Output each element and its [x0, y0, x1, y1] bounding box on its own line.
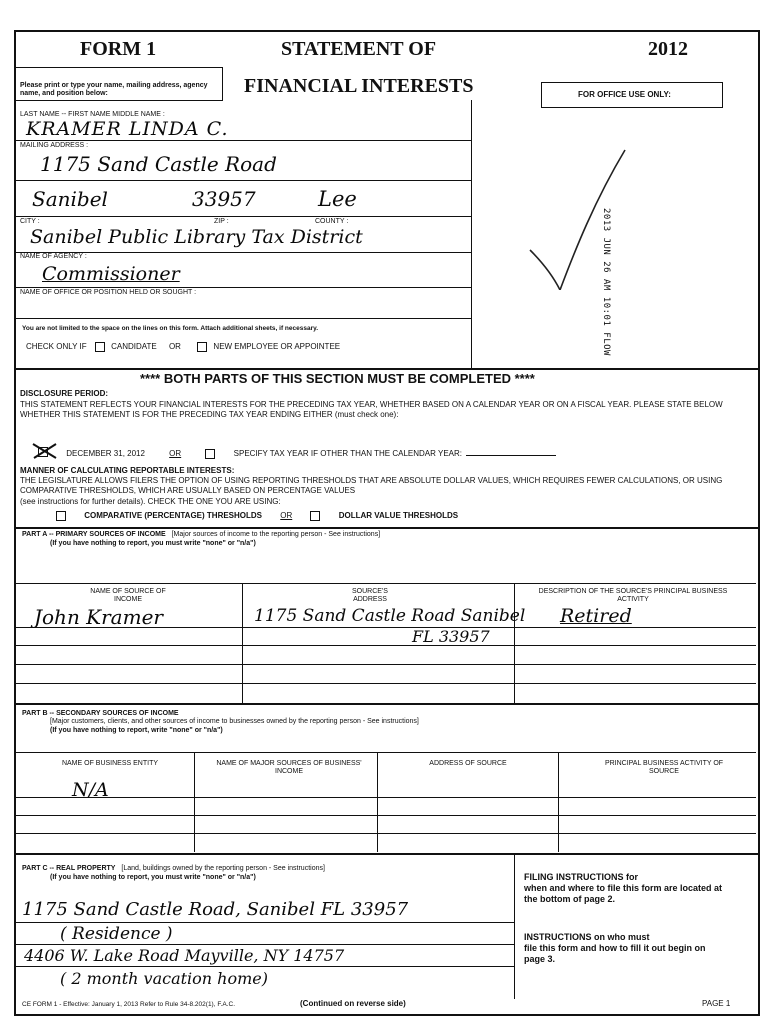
- dec31-label: DECEMBER 31, 2012: [66, 449, 145, 458]
- part-b-col2: NAME OF MAJOR SOURCES OF BUSINESS' INCOME: [216, 760, 362, 775]
- part-b-col4: PRINCIPAL BUSINESS ACTIVITY OF SOURCE: [604, 760, 724, 775]
- part-c-header: [22, 865, 325, 873]
- part-c-line3: 4406 W. Lake Road Mayville, NY 14757: [24, 946, 345, 965]
- print-instruction: Please print or type your name, mailing address, agency name, and position below:: [20, 82, 208, 97]
- part-c-title-note: [Land, buildings owned by the reporting person - See instructions]: [121, 865, 325, 872]
- dollar-checkbox[interactable]: [310, 511, 320, 521]
- zip-label: ZIP :: [214, 218, 229, 225]
- footer-center: (Continued on reverse side): [300, 999, 406, 1008]
- new-employee-label: NEW EMPLOYEE OR APPOINTEE: [213, 342, 341, 352]
- threshold-options: [56, 511, 746, 521]
- part-c-line1: 1175 Sand Castle Road, Sanibel FL 33957: [22, 899, 409, 920]
- county-label: COUNTY :: [315, 218, 349, 225]
- office-use-label: FOR OFFICE USE ONLY:: [578, 90, 671, 99]
- part-a-row1-address: 1175 Sand Castle Road Sanibel: [254, 606, 526, 626]
- check-only-row: [26, 342, 340, 352]
- manner-note: (see instructions for further details). CHECK THE ONE YOU ARE USING:: [20, 497, 281, 506]
- city-value: Sanibel: [32, 187, 108, 211]
- city-label: CITY :: [20, 218, 40, 225]
- dec31-checkbox[interactable]: [34, 446, 56, 456]
- disclosure-options: [34, 446, 754, 459]
- agency-value: Sanibel Public Library Tax District: [30, 226, 363, 248]
- part-b-row1: N/A: [72, 779, 109, 801]
- manner-text: THE LEGISLATURE ALLOWS FILERS THE OPTION OF USING REPORTING THRESHOLDS THAT ARE ABSOLUTE DOLLAR VALUES, WHICH REQUIRES FEWER CALCULATIONS, OR USING COMPARATIVE THRESHOLDS, WHICH ARE USUALLY BASED ON PERCENTAGE VALUES: [20, 476, 723, 495]
- part-a-subnote: (If you have nothing to report, you must write "none" or "n/a"): [50, 540, 256, 547]
- part-a-title-note: [Major sources of income to the reporting person - See instructions]: [171, 531, 381, 538]
- manner-label: MANNER OF CALCULATING REPORTABLE INTERESTS:: [20, 466, 235, 475]
- instructions-title: INSTRUCTIONS on who must: [524, 932, 650, 942]
- footer-page: PAGE 1: [702, 999, 731, 1008]
- zip-value: 33957: [192, 187, 256, 211]
- check-only-label: CHECK ONLY IF: [26, 342, 87, 352]
- new-employee-checkbox[interactable]: [197, 342, 207, 352]
- instructions-text: file this form and how to fill it out begin on page 3.: [524, 943, 706, 964]
- checkmark-icon: [520, 140, 630, 290]
- disclosure-label: DISCLOSURE PERIOD:: [20, 389, 109, 398]
- part-a-col3: DESCRIPTION OF THE SOURCE'S PRINCIPAL BUSINESS ACTIVITY: [538, 588, 728, 603]
- specify-label: SPECIFY TAX YEAR IF OTHER THAN THE CALENDAR YEAR:: [233, 449, 462, 458]
- candidate-label: CANDIDATE: [111, 342, 157, 352]
- dollar-label: DOLLAR VALUE THRESHOLDS: [338, 511, 459, 521]
- part-b-col3: ADDRESS OF SOURCE: [429, 760, 507, 767]
- part-c-subnote: (If you have nothing to report, you must write "none" or "n/a"): [50, 874, 256, 881]
- part-c-line2: ( Residence ): [60, 924, 173, 944]
- title-line1: STATEMENT OF: [281, 38, 437, 60]
- or-label: OR: [168, 342, 181, 352]
- name-value: KRAMER LINDA C.: [26, 118, 229, 140]
- name-label: LAST NAME -- FIRST NAME MIDDLE NAME :: [20, 111, 165, 118]
- filing-instructions-title: FILING INSTRUCTIONS for: [524, 872, 638, 882]
- part-a-col1: NAME OF SOURCE OF INCOME: [90, 588, 166, 603]
- agency-label: NAME OF AGENCY :: [20, 253, 87, 260]
- part-b-note2: (If you have nothing to report, write "none" or "n/a"): [50, 727, 223, 734]
- part-a-header: [22, 531, 380, 539]
- space-note: You are not limited to the space on the lines on this form. Attach additional sheets, if necessary.: [22, 325, 319, 332]
- position-label: NAME OF OFFICE OR POSITION HELD OR SOUGHT :: [20, 289, 197, 296]
- both-parts-heading: **** BOTH PARTS OF THIS SECTION MUST BE COMPLETED ****: [140, 371, 535, 386]
- footer-left: CE FORM 1 - Effective: January 1, 2013 Refer to Rule 34-8.202(1), F.A.C.: [22, 1001, 236, 1008]
- county-value: Lee: [318, 187, 357, 211]
- specify-line[interactable]: [466, 447, 556, 456]
- disclosure-text: THIS STATEMENT REFLECTS YOUR FINANCIAL INTERESTS FOR THE PRECEDING TAX YEAR, WHETHER BASED ON A CALENDAR YEAR OR ON A FISCAL YEAR. PLEASE STATE BELOW WHETHER THIS STATEMENT IS FOR THE PRECEDING TAX YEAR ENDING EITHER (must check one):: [20, 400, 723, 419]
- or-underlined: OR: [169, 449, 182, 458]
- mailing-value: 1175 Sand Castle Road: [40, 152, 277, 176]
- part-a-row1-address2: FL 33957: [412, 627, 490, 646]
- received-stamp: 2013 JUN 26 AM 10:01 FLOW: [601, 208, 611, 356]
- form-year: 2012: [648, 38, 688, 60]
- mailing-label: MAILING ADDRESS :: [20, 142, 89, 149]
- part-c-line4: ( 2 month vacation home): [60, 969, 268, 988]
- part-b-note1: [Major customers, clients, and other sources of income to businesses owned by the reporting person - See instructions]: [50, 718, 419, 725]
- position-value: Commissioner: [42, 263, 180, 285]
- part-b-title: PART B -- SECONDARY SOURCES OF INCOME: [22, 710, 179, 717]
- comparative-label: COMPARATIVE (PERCENTAGE) THRESHOLDS: [84, 511, 263, 521]
- comparative-checkbox[interactable]: [56, 511, 66, 521]
- part-a-row1-name: John Kramer: [34, 605, 163, 629]
- part-a-title: PART A -- PRIMARY SOURCES OF INCOME: [22, 531, 166, 538]
- part-a-row1-description: Retired: [560, 605, 632, 627]
- or-underlined-2: OR: [280, 511, 293, 521]
- part-b-col1: NAME OF BUSINESS ENTITY: [61, 760, 159, 767]
- candidate-checkbox[interactable]: [95, 342, 105, 352]
- title-line2: FINANCIAL INTERESTS: [244, 75, 474, 97]
- part-a-col2: SOURCE'S ADDRESS: [352, 588, 388, 603]
- part-c-title: PART C -- REAL PROPERTY: [22, 865, 116, 872]
- form-label: FORM 1: [80, 38, 157, 60]
- specify-checkbox[interactable]: [205, 449, 215, 459]
- filing-instructions-text: when and where to file this form are located at the bottom of page 2.: [524, 883, 723, 904]
